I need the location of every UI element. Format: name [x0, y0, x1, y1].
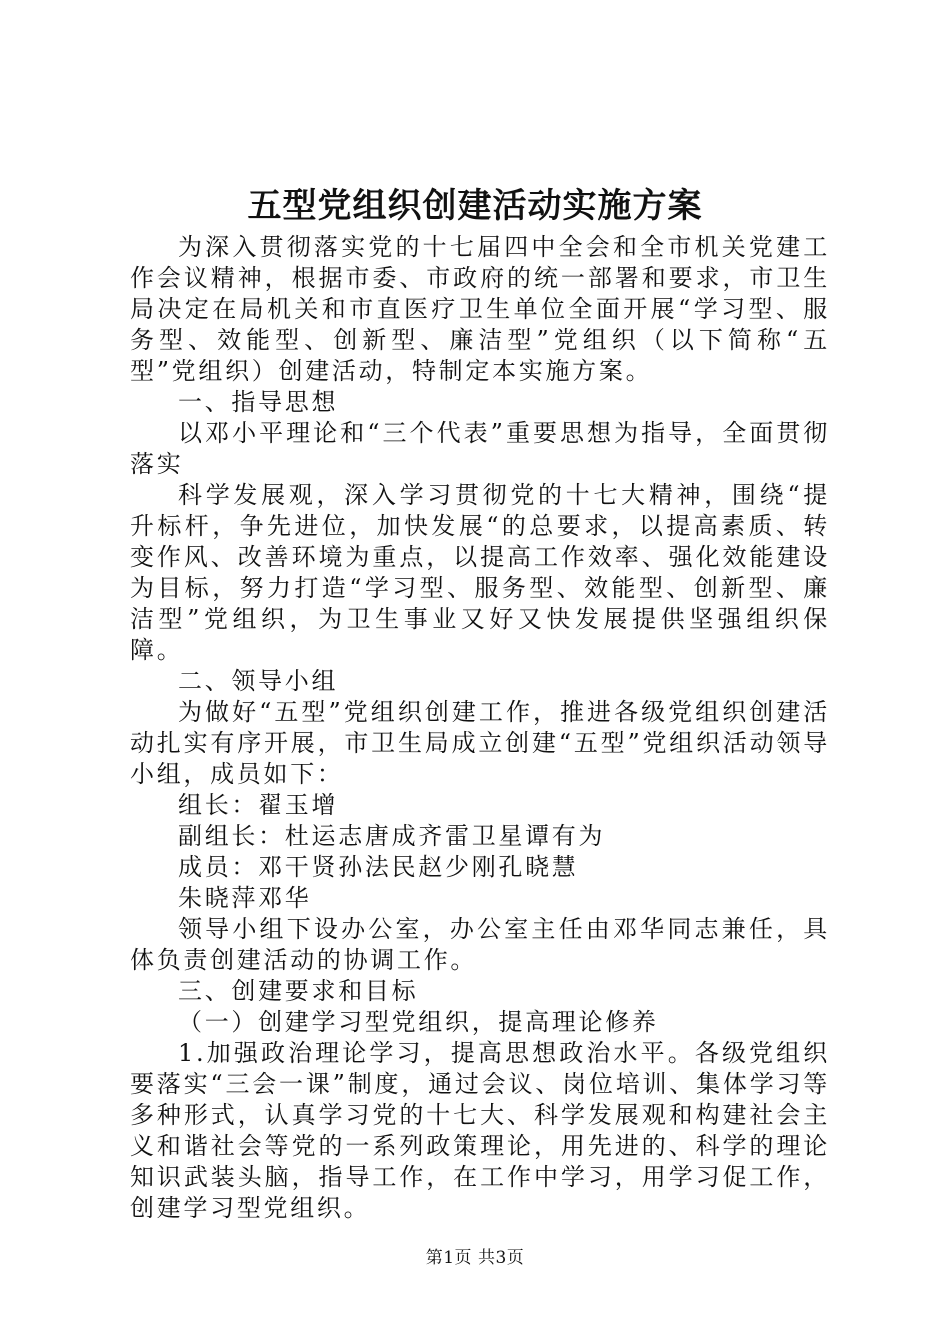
- page-number-footer: 第1页 共3页: [425, 1248, 525, 1268]
- paragraph: 以邓小平理论和“三个代表”重要思想为指导，全面贯彻落实: [130, 419, 830, 478]
- paragraph: 领导小组下设办公室，办公室主任由邓华同志兼任，具体负责创建活动的协调工作。: [130, 915, 830, 974]
- paragraph: 为做好“五型”党组织创建工作，推进各级党组织创建活动扎实有序开展，市卫生局成立创建“五型”党组织活动领导小组，成员如下：: [130, 698, 830, 788]
- member-line: 朱晓萍邓华: [178, 884, 312, 912]
- section-heading-2: 二、领导小组: [178, 667, 339, 695]
- document-body: [130, 232, 830, 1224]
- section-heading-1: 一、指导思想: [178, 388, 339, 416]
- paragraph: 1.加强政治理论学习，提高思想政治水平。各级党组织要落实“三会一课”制度，通过会议、岗位培训、集体学习等多种形式，认真学习党的十七大、科学发展观和构建社会主义和谐社会等党的一系列政策理论，用先进的、科学的理论知识武装头脑，指导工作，在工作中学习，用学习促工作，创建学习型党组织。: [130, 1039, 830, 1222]
- paragraph: 科学发展观，深入学习贯彻党的十七大精神，围绕“提升标杆，争先进位，加快发展“的总要求，以提高素质、转变作风、改善环境为重点，以提高工作效率、强化效能建设为目标，努力打造“学习型、服务型、效能型、创新型、廉洁型”党组织，为卫生事业又好又快发展提供坚强组织保障。: [130, 481, 830, 664]
- member-line: 组长：翟玉增: [178, 791, 339, 819]
- document-title: 五型党组织创建活动实施方案: [247, 186, 703, 226]
- paragraph-intro: 为深入贯彻落实党的十七届四中全会和全市机关党建工作会议精神，根据市委、市政府的统一部署和要求，市卫生局决定在局机关和市直医疗卫生单位全面开展“学习型、服务型、效能型、创新型、廉洁型”党组织（以下简称“五型”党组织）创建活动，特制定本实施方案。: [130, 233, 830, 385]
- section-heading-3: 三、创建要求和目标: [178, 977, 419, 1005]
- member-line: 成员：邓干贤孙法民赵少刚孔晓慧: [178, 853, 579, 881]
- subsection-heading: （一）创建学习型党组织，提高理论修养: [178, 1008, 659, 1036]
- member-line: 副组长：杜运志唐成齐雷卫星谭有为: [178, 822, 606, 850]
